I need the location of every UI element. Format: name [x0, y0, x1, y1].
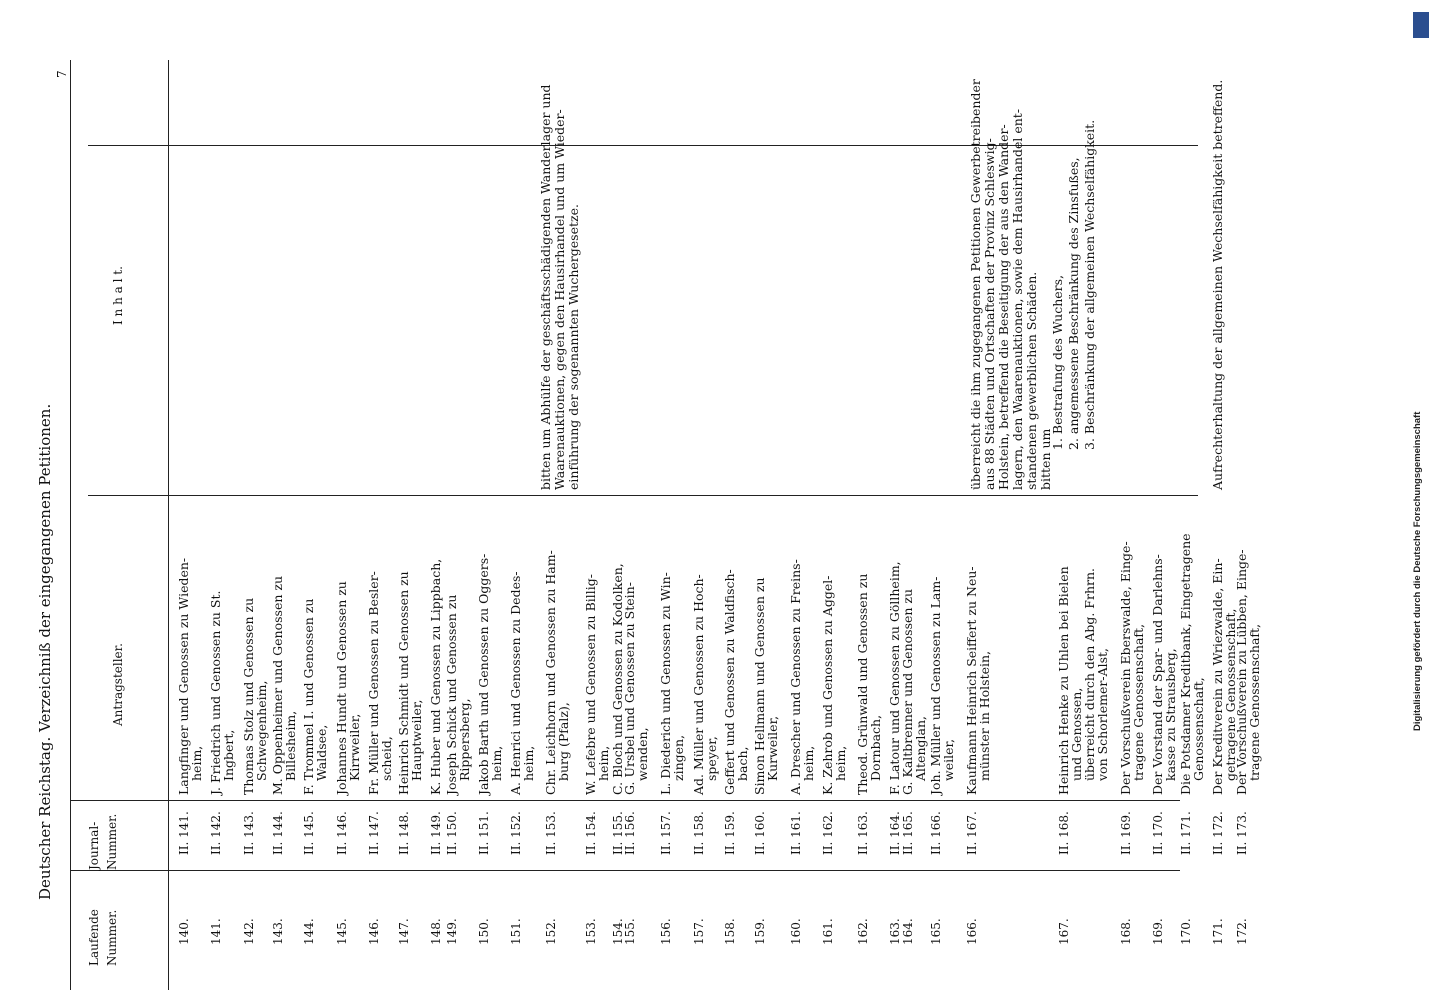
row-journal-nummer: II. 162. — [821, 811, 835, 855]
row-antragsteller: überreicht durch den Abg. Frhrn. — [1082, 568, 1097, 781]
row-journal-nummer: II. 168. — [1057, 811, 1071, 855]
row-antragsteller: bach, — [735, 746, 750, 781]
row-journal-nummer: II. 167. — [965, 811, 979, 855]
row-antragsteller: G. Ursbel und Genossen zu Stein- — [622, 582, 637, 795]
inhalt-text: Waarenauktionen, gegen den Hausirhandel und um Wieder- — [552, 109, 567, 490]
row-antragsteller: C. Bloch und Genossen zu Kodolken, — [610, 563, 625, 795]
row-antragsteller: Joh. Müller und Genossen zu Lam- — [928, 576, 943, 795]
row-antragsteller: Der Kreditverein zu Wriezwalde, Ein- — [1210, 558, 1225, 795]
row-antragsteller: getragene Genossenschaft, — [1223, 608, 1238, 781]
row-journal-nummer: II. 145. — [302, 811, 316, 855]
row-laufende-nummer: 162. — [856, 918, 870, 945]
row-antragsteller: Geffert und Genossen zu Waldfisch- — [722, 569, 737, 795]
inhalt-text: standenen gewerblichen Schäden. — [1024, 271, 1039, 490]
row-antragsteller: J. Friedrich und Genossen zu St. — [208, 590, 223, 795]
row-antragsteller: Die Potsdamer Kreditbank, Eingetragene — [1178, 533, 1193, 795]
column-rule-antragsteller — [88, 495, 1198, 496]
row-laufende-nummer: 165. — [929, 918, 943, 945]
row-antragsteller: Rippersberg, — [457, 698, 472, 781]
row-journal-nummer: II. 169. — [1119, 811, 1133, 855]
row-journal-nummer: II. 147. — [367, 811, 381, 855]
header-laufende: Laufende — [87, 909, 101, 966]
row-antragsteller: Der Vorschußverein Eberswalde, Einge- — [1118, 541, 1133, 795]
row-journal-nummer: II. 154. — [584, 811, 598, 855]
row-laufende-nummer: 140. — [177, 918, 191, 945]
page-number: 7 — [55, 70, 69, 78]
row-antragsteller: heim, — [801, 745, 816, 781]
row-laufende-nummer: 142. — [242, 918, 256, 945]
row-journal-nummer: II. 151. — [477, 811, 491, 855]
header-journal: Journal- — [87, 821, 101, 870]
row-antragsteller: Langfinger und Genossen zu Wieden- — [176, 557, 191, 795]
inhalt-text: Holstein, betreffend die Beseitigung der aus den Wander- — [996, 124, 1011, 490]
row-laufende-nummer: 156. — [659, 918, 673, 945]
row-antragsteller: L. Diederich und Genossen zu Win- — [658, 572, 673, 795]
row-antragsteller: Billesheim, — [283, 710, 298, 781]
row-journal-nummer: II. 163. — [856, 811, 870, 855]
inhalt-list-item: 3. Beschränkung der allgemeinen Wechselfähigkeit. — [1082, 119, 1097, 450]
row-laufende-nummer: 168. — [1119, 918, 1133, 945]
row-antragsteller: Joseph Schick und Genossen zu — [444, 594, 459, 795]
inhalt-text: bitten um Abhülfe der geschäftsschädigenden Wanderlager und — [538, 84, 553, 490]
row-antragsteller: Fr. Müller und Genossen zu Besler- — [366, 571, 381, 795]
row-antragsteller: Heinrich Henke zu Uhlen bei Bielen — [1056, 566, 1071, 795]
row-journal-nummer: II. 171. — [1179, 811, 1193, 855]
row-antragsteller: heim, — [833, 745, 848, 781]
row-journal-nummer: II. 157. — [659, 811, 673, 855]
header-antragsteller: Antragsteller. — [111, 643, 125, 726]
row-antragsteller: heim, — [521, 745, 536, 781]
row-journal-nummer: II. 155. — [611, 811, 625, 855]
row-antragsteller: A. Drescher und Genossen zu Freins- — [788, 559, 803, 795]
header-rule — [168, 60, 169, 990]
row-laufende-nummer: 172. — [1235, 918, 1249, 945]
row-antragsteller: W. Lefebre und Genossen zu Billig- — [583, 574, 598, 795]
row-antragsteller: Ad. Müller und Genossen zu Hoch- — [691, 574, 706, 795]
row-antragsteller: Johannes Hundt und Genossen zu — [334, 581, 349, 795]
row-antragsteller: Thomas Stolz und Genossen zu — [241, 597, 256, 795]
header-journal: Nummer. — [105, 813, 119, 870]
row-antragsteller: Chr. Leichhorn und Genossen zu Ham- — [543, 550, 558, 795]
row-antragsteller: Simon Hellmann und Genossen zu — [752, 577, 767, 795]
inhalt-text: einführung der sogenannten Wuchergesetze. — [566, 204, 581, 490]
row-antragsteller: Kaufmann Heinrich Seiffert zu Neu- — [964, 566, 979, 795]
header-inhalt: I n h a l t. — [111, 266, 125, 325]
column-rule-journal — [70, 800, 1180, 801]
row-antragsteller: weiler, — [941, 738, 956, 781]
row-journal-nummer: II. 158. — [692, 811, 706, 855]
row-journal-nummer: II. 164. — [888, 811, 902, 855]
row-journal-nummer: II. 152. — [509, 811, 523, 855]
row-antragsteller: zingen, — [671, 734, 686, 781]
row-antragsteller: scheid, — [379, 736, 394, 781]
row-laufende-nummer: 158. — [723, 918, 737, 945]
row-antragsteller: heim, — [189, 745, 204, 781]
row-antragsteller: wenden, — [635, 727, 650, 781]
row-laufende-nummer: 147. — [397, 918, 411, 945]
running-title: Deutscher Reichstag. Verzeichniß der eingegangenen Petitionen. — [36, 403, 54, 900]
inhalt-text: lagern, den Waarenauktionen, sowie dem Hausirhandel ent- — [1010, 108, 1025, 490]
row-journal-nummer: II. 148. — [397, 811, 411, 855]
row-antragsteller: tragene Genossenschaft, — [1247, 623, 1262, 781]
row-journal-nummer: II. 144. — [271, 811, 285, 855]
row-antragsteller: Waldsee, — [314, 724, 329, 781]
row-laufende-nummer: 141. — [209, 918, 223, 945]
header-laufende: Nummer. — [105, 909, 119, 966]
column-rule-laufende — [70, 870, 1180, 871]
row-laufende-nummer: 153. — [584, 918, 598, 945]
column-rule-inhalt — [88, 145, 1198, 146]
row-antragsteller: von Schorlemer-Alst, — [1095, 647, 1110, 781]
row-laufende-nummer: 170. — [1179, 918, 1193, 945]
row-antragsteller: Kurweiler, — [765, 715, 780, 781]
digitization-credit: Digitalisierung gefördert durch die Deutsche Forschungsgemeinschaft — [1412, 411, 1423, 731]
row-laufende-nummer: 151. — [509, 918, 523, 945]
row-laufende-nummer: 171. — [1211, 918, 1225, 945]
row-journal-nummer: II. 141. — [177, 811, 191, 855]
row-laufende-nummer: 143. — [271, 918, 285, 945]
row-antragsteller: M. Oppenheimer und Genossen zu — [270, 575, 285, 795]
row-journal-nummer: II. 142. — [209, 811, 223, 855]
row-journal-nummer: II. 146. — [335, 811, 349, 855]
row-journal-nummer: II. 170. — [1151, 811, 1165, 855]
row-antragsteller: G. Kaltbrenner und Genossen zu — [900, 588, 915, 795]
row-antragsteller: Kirrweiler, — [347, 713, 362, 781]
row-laufende-nummer: 163. — [888, 918, 902, 945]
row-journal-nummer: II. 159. — [723, 811, 737, 855]
inhalt-text: Aufrechterhaltung der allgemeinen Wechselfähigkeit betreffend. — [1210, 79, 1225, 490]
row-laufende-nummer: 159. — [753, 918, 767, 945]
row-antragsteller: Schwegenheim, — [254, 680, 269, 781]
row-journal-nummer: II. 143. — [242, 811, 256, 855]
row-antragsteller: kasse zu Strausberg, — [1163, 648, 1178, 781]
row-antragsteller: tragene Genossenschaft, — [1131, 623, 1146, 781]
row-antragsteller: Jakob Barth und Genossen zu Oggers- — [476, 553, 491, 795]
row-laufende-nummer: 154. — [611, 918, 625, 945]
row-laufende-nummer: 155. — [623, 918, 637, 945]
row-antragsteller: Der Vorschußverein zu Lübben, Einge- — [1234, 549, 1249, 795]
inhalt-text: bitten um — [1038, 428, 1053, 490]
row-laufende-nummer: 166. — [965, 918, 979, 945]
row-laufende-nummer: 146. — [367, 918, 381, 945]
row-antragsteller: heim, — [489, 745, 504, 781]
row-journal-nummer: II. 156. — [623, 811, 637, 855]
row-laufende-nummer: 161. — [821, 918, 835, 945]
row-journal-nummer: II. 173. — [1235, 811, 1249, 855]
row-antragsteller: Dornbach, — [868, 714, 883, 781]
row-antragsteller: A. Henrici und Genossen zu Dedes- — [508, 571, 523, 795]
row-journal-nummer: II. 166. — [929, 811, 943, 855]
row-antragsteller: K. Zehrob und Genossen zu Aggel- — [820, 575, 835, 795]
row-laufende-nummer: 152. — [544, 918, 558, 945]
inhalt-list-item: 2. angemessene Beschränkung des Zinsfußes, — [1066, 157, 1081, 450]
inhalt-text: überreicht die ihm zugegangenen Petitionen Gewerbetreibender — [968, 79, 983, 490]
inhalt-list-item: 1. Bestrafung des Wuchers, — [1050, 274, 1065, 450]
row-antragsteller: Hauptweiler, — [409, 699, 424, 781]
row-laufende-nummer: 150. — [477, 918, 491, 945]
row-journal-nummer: II. 149. — [429, 811, 443, 855]
row-journal-nummer: II. 161. — [789, 811, 803, 855]
row-laufende-nummer: 164. — [901, 918, 915, 945]
row-journal-nummer: II. 150. — [445, 811, 459, 855]
row-laufende-nummer: 169. — [1151, 918, 1165, 945]
row-laufende-nummer: 144. — [302, 918, 316, 945]
row-journal-nummer: II. 160. — [753, 811, 767, 855]
row-laufende-nummer: 157. — [692, 918, 706, 945]
row-antragsteller: burg (Pfalz), — [556, 702, 571, 781]
row-antragsteller: Theod. Grünwald und Genossen zu — [855, 573, 870, 795]
row-journal-nummer: II. 172. — [1211, 811, 1225, 855]
title-rule — [70, 60, 71, 990]
row-laufende-nummer: 160. — [789, 918, 803, 945]
row-antragsteller: heim, — [596, 745, 611, 781]
row-antragsteller: K. Huber und Genossen zu Lippbach, — [428, 558, 443, 795]
row-journal-nummer: II. 165. — [901, 811, 915, 855]
row-antragsteller: münster in Holstein, — [977, 650, 992, 781]
row-laufende-nummer: 149. — [445, 918, 459, 945]
row-journal-nummer: II. 153. — [544, 811, 558, 855]
row-antragsteller: F. Latour und Genossen zu Göllheim, — [887, 561, 902, 795]
row-antragsteller: speyer, — [704, 736, 719, 781]
digitization-credit-strip — [1411, 6, 1431, 996]
row-laufende-nummer: 145. — [335, 918, 349, 945]
row-antragsteller: F. Trommel I. und Genossen zu — [301, 598, 316, 795]
row-laufende-nummer: 148. — [429, 918, 443, 945]
row-antragsteller: Der Vorstand der Spar- und Darlehns- — [1150, 554, 1165, 795]
row-antragsteller: Ingbert, — [221, 729, 236, 781]
row-antragsteller: Altenglan, — [913, 716, 928, 781]
inhalt-text: aus 88 Städten und Ortschaften der Provinz Schleswig- — [982, 138, 997, 490]
row-antragsteller: Genossenschaft, — [1191, 677, 1206, 781]
row-antragsteller: Heinrich Schmidt und Genossen zu — [396, 571, 411, 795]
row-antragsteller: und Genossen, — [1069, 687, 1084, 781]
row-laufende-nummer: 167. — [1057, 918, 1071, 945]
dfg-logo — [1413, 12, 1429, 38]
